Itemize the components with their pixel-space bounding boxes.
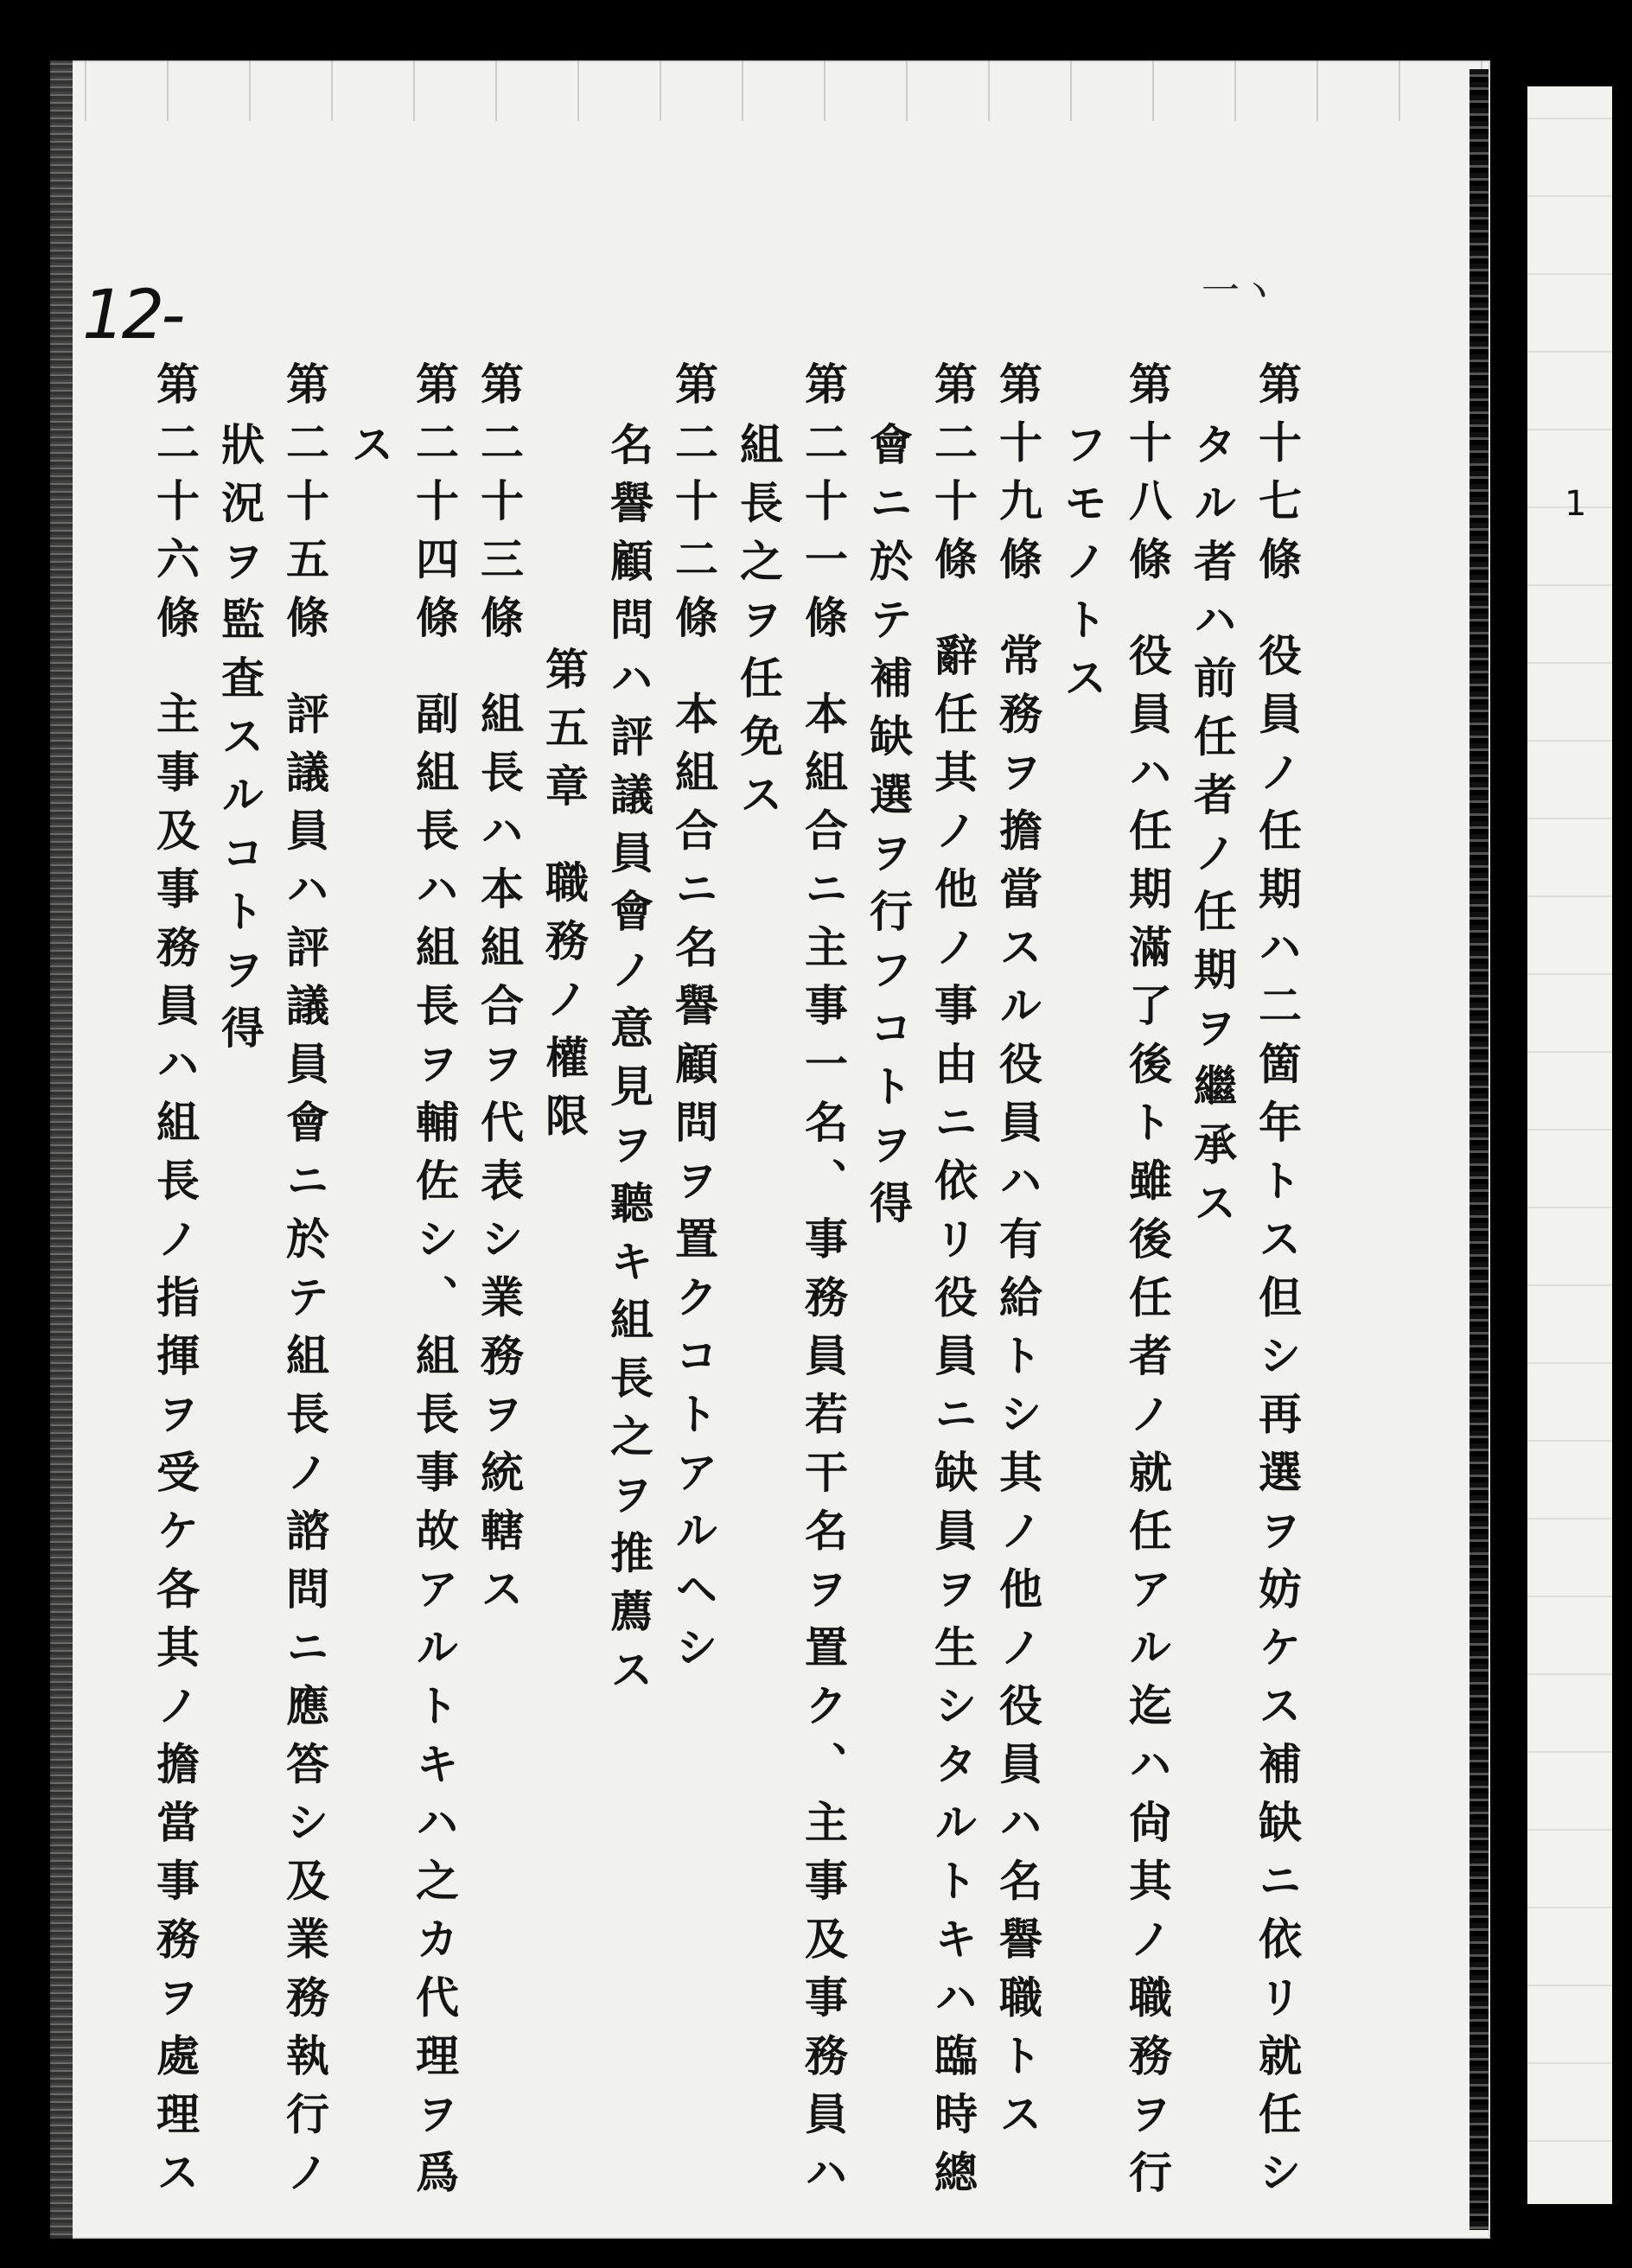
article-18-continuation	[1052, 422, 1112, 714]
article-text: 會ニ於テ補缺選ヲ行フコトヲ得	[863, 422, 914, 1239]
article-text: 主事及事務員ハ組長ノ指揮ヲ受ケ各其ノ擔當事務ヲ處理ス	[150, 691, 201, 2208]
article-text: ス	[344, 422, 395, 481]
article-text: 常務ヲ擔當スル役員ハ有給トシ其ノ他ノ役員ハ名譽職トス	[992, 633, 1043, 2150]
article-heading: 第二十四條	[409, 361, 460, 653]
article-18-line	[1117, 361, 1177, 2208]
article-text: タル者ハ前任者ノ任期ヲ繼承ス	[1187, 422, 1238, 1239]
article-24-continuation	[339, 422, 399, 481]
corner-mark: 1	[1565, 484, 1587, 524]
article-20-continuation	[857, 422, 918, 1239]
article-heading: 第二十二條	[668, 361, 719, 653]
article-text: 評議員ハ評議員會ニ於テ組長ノ諮問ニ應答シ及業務執行ノ	[279, 691, 330, 2208]
page-fold	[1469, 69, 1489, 2230]
article-text: 役員ノ任期ハ二箇年トス但シ再選ヲ妨ケス補缺ニ依リ就任シ	[1252, 633, 1303, 2208]
article-text: 狀況ヲ監査スルコトヲ得	[214, 422, 265, 1064]
article-text: 本組合ニ主事一名、事務員若干名ヲ置ク、主事及事務員ハ	[798, 691, 849, 2208]
article-heading: 第十八條	[1122, 361, 1173, 595]
article-17-line	[1246, 361, 1307, 2208]
chapter-heading	[533, 647, 594, 1151]
adjacent-page-edge	[1517, 86, 1612, 2204]
article-heading: 第十七條	[1252, 361, 1303, 595]
article-19-line	[987, 361, 1048, 2150]
article-20-line	[922, 361, 983, 2208]
article-text: 組長ハ本組合ヲ代表シ業務ヲ統轄ス	[474, 691, 525, 1625]
article-22-continuation	[598, 422, 659, 1705]
article-text: 組長之ヲ任免ス	[733, 422, 784, 831]
article-21-continuation	[728, 422, 788, 831]
article-text: 副組長ハ組長ヲ輔佐シ、組長事故アルトキハ之カ代理ヲ爲	[409, 691, 460, 2208]
article-text: フモノトス	[1057, 422, 1108, 714]
handwritten-page-number: 12-	[82, 277, 182, 354]
chapter-title: 職務ノ權限	[539, 859, 590, 1151]
article-21-line	[793, 361, 853, 2208]
article-heading: 第十九條	[992, 361, 1043, 595]
article-26-line	[144, 361, 205, 2208]
article-24-line	[404, 361, 464, 2208]
article-text: 役員ハ任期滿了後ト雖後任者ノ就任アル迄ハ尙其ノ職務ヲ行	[1122, 633, 1173, 2208]
article-heading: 第二十條	[928, 361, 979, 595]
article-heading: 第二十一條	[798, 361, 849, 653]
article-text: 本組合ニ名譽顧問ヲ置クコトアルヘシ	[668, 691, 719, 1683]
article-23-line	[469, 361, 529, 1625]
article-22-line	[663, 361, 724, 1683]
chapter-number: 第五章	[539, 647, 590, 822]
article-25-line	[274, 361, 335, 2208]
page-mark: 一ヽ	[1202, 269, 1278, 313]
article-17-continuation	[1182, 422, 1242, 1239]
article-heading: 第二十五條	[279, 361, 330, 653]
article-text: 辭任其ノ他ノ事由ニ依リ役員ニ缺員ヲ生シタルトキハ臨時總	[928, 633, 979, 2208]
article-text: 名譽顧問ハ評議員會ノ意見ヲ聽キ組長之ヲ推薦ス	[603, 422, 654, 1705]
article-heading: 第二十三條	[474, 361, 525, 653]
article-heading: 第二十六條	[150, 361, 201, 653]
article-25-continuation	[209, 422, 270, 1064]
